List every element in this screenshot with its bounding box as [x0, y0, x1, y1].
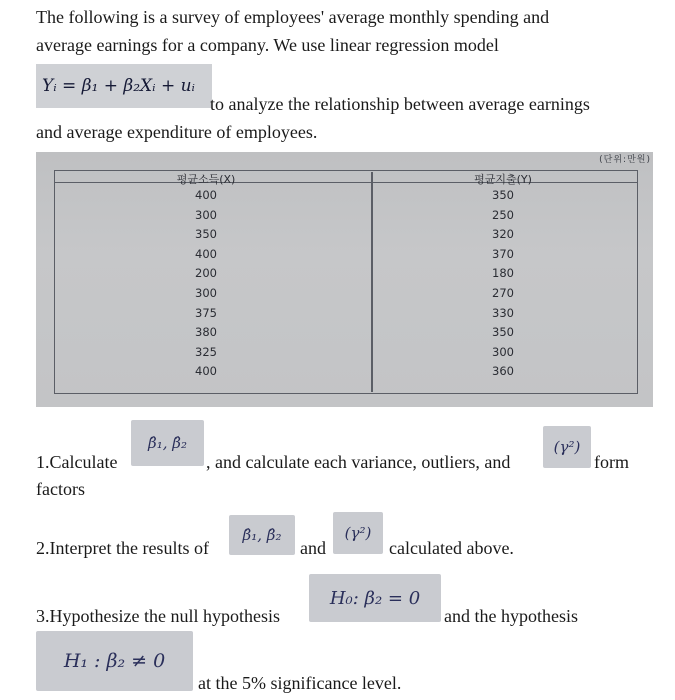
q2-prefix: 2.Interpret the results of — [36, 538, 209, 558]
x-value-cell: 350 — [195, 227, 217, 242]
y-value-cell: 370 — [492, 246, 514, 261]
alternative-hypothesis: H₁ : β₂ ≠ 0 — [36, 631, 193, 691]
data-table-image — [36, 152, 653, 407]
y-value-cell: 320 — [492, 227, 514, 242]
column-divider — [371, 172, 373, 392]
q2-and: and — [300, 538, 326, 558]
regression-formula: Yᵢ = β₁ + β₂Xᵢ + uᵢ — [36, 64, 212, 108]
q3-middle: and the hypothesis — [444, 606, 578, 626]
y-column-header: 평균지출(Y) — [474, 173, 532, 186]
y-column — [453, 173, 553, 382]
y-value-cell: 360 — [492, 364, 514, 379]
x-column-header: 평균소득(X) — [176, 173, 236, 186]
y-value-cell: 250 — [492, 207, 514, 222]
q1-r-squared: (γ²) — [543, 426, 591, 468]
q2-r-squared: (γ²) — [333, 512, 383, 554]
q3-prefix: 3.Hypothesize the null hypothesis — [36, 606, 280, 626]
x-value-cell: 400 — [195, 188, 217, 202]
x-value-cell: 375 — [195, 305, 217, 320]
x-value-cell: 380 — [195, 325, 217, 340]
x-value-cell: 400 — [195, 246, 217, 261]
x-value-cell: 400 — [195, 364, 217, 379]
q3-suffix: at the 5% significance level. — [198, 673, 402, 693]
q1-line-2: factors — [36, 479, 85, 499]
y-value-cell: 300 — [492, 344, 514, 359]
y-value-cell: 270 — [492, 285, 514, 300]
y-value-cell: 350 — [492, 188, 514, 202]
intro-line-1: The following is a survey of employees' average monthly spending and — [36, 7, 550, 27]
q2-beta-estimates: β̂₁, β̂₂ — [229, 515, 295, 555]
q2-suffix: calculated above. — [389, 538, 514, 558]
null-hypothesis: H₀: β₂ = 0 — [309, 574, 441, 622]
y-value-cell: 330 — [492, 305, 514, 320]
intro-line-2: average earnings for a company. We use linear regression model — [36, 35, 499, 55]
q1-prefix: 1.Calculate — [36, 452, 118, 472]
y-value-cell: 350 — [492, 325, 514, 340]
x-value-cell: 200 — [195, 266, 217, 281]
q1-beta-estimates: β̂₁, β̂₂ — [131, 420, 204, 466]
intro-line-3: to analyze the relationship between average earnings — [210, 94, 590, 114]
x-value-cell: 300 — [195, 285, 217, 300]
x-value-cell: 325 — [195, 344, 217, 359]
q1-suffix: form — [594, 452, 629, 472]
unit-mark: (단위:만원) — [599, 155, 651, 165]
intro-line-4: and average expenditure of employees. — [36, 122, 318, 142]
y-value-cell: 180 — [492, 266, 514, 281]
x-value-cell: 300 — [195, 207, 217, 222]
q1-middle: , and calculate each variance, outliers, and — [206, 452, 511, 472]
x-column — [156, 173, 256, 382]
